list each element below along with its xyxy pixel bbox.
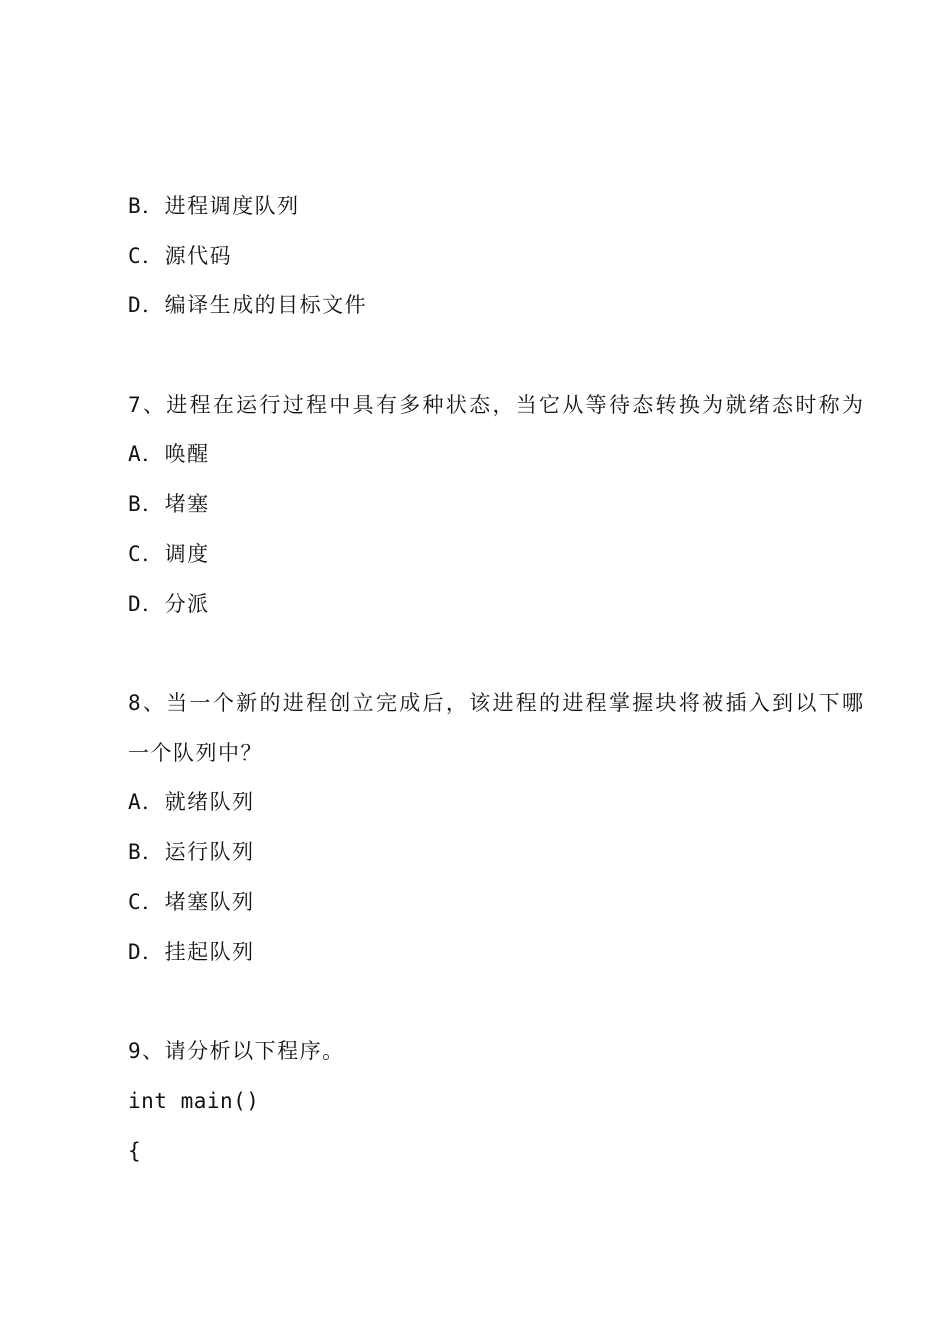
q7-option-d: D．分派	[128, 592, 210, 616]
q7-option-c: C．调度	[128, 542, 210, 566]
q8-option-d: D．挂起队列	[128, 940, 255, 964]
q6-option-d: D．编译生成的目标文件	[128, 293, 368, 317]
q9-code-line2: {	[128, 1139, 143, 1163]
q6-option-b: B．进程调度队列	[128, 194, 300, 218]
q7-option-a: A．唤醒	[128, 442, 210, 466]
q9-code-line1: int main()	[128, 1089, 260, 1113]
q8-option-b: B．运行队列	[128, 840, 255, 864]
q7-option-b: B．堵塞	[128, 492, 210, 516]
q8-option-c: C．堵塞队列	[128, 890, 255, 914]
q8-option-a: A．就绪队列	[128, 790, 255, 814]
q9-stem: 9、请分析以下程序。	[128, 1039, 345, 1063]
q8-stem-line1: 8、当一个新的进程创立完成后，该进程的进程掌握块将被插入到以下哪	[128, 691, 866, 715]
q8-stem-line2: 一个队列中？	[128, 741, 263, 765]
q7-stem: 7、进程在运行过程中具有多种状态，当它从等待态转换为就绪态时称为	[128, 393, 866, 417]
q6-option-c: C．源代码	[128, 244, 233, 268]
